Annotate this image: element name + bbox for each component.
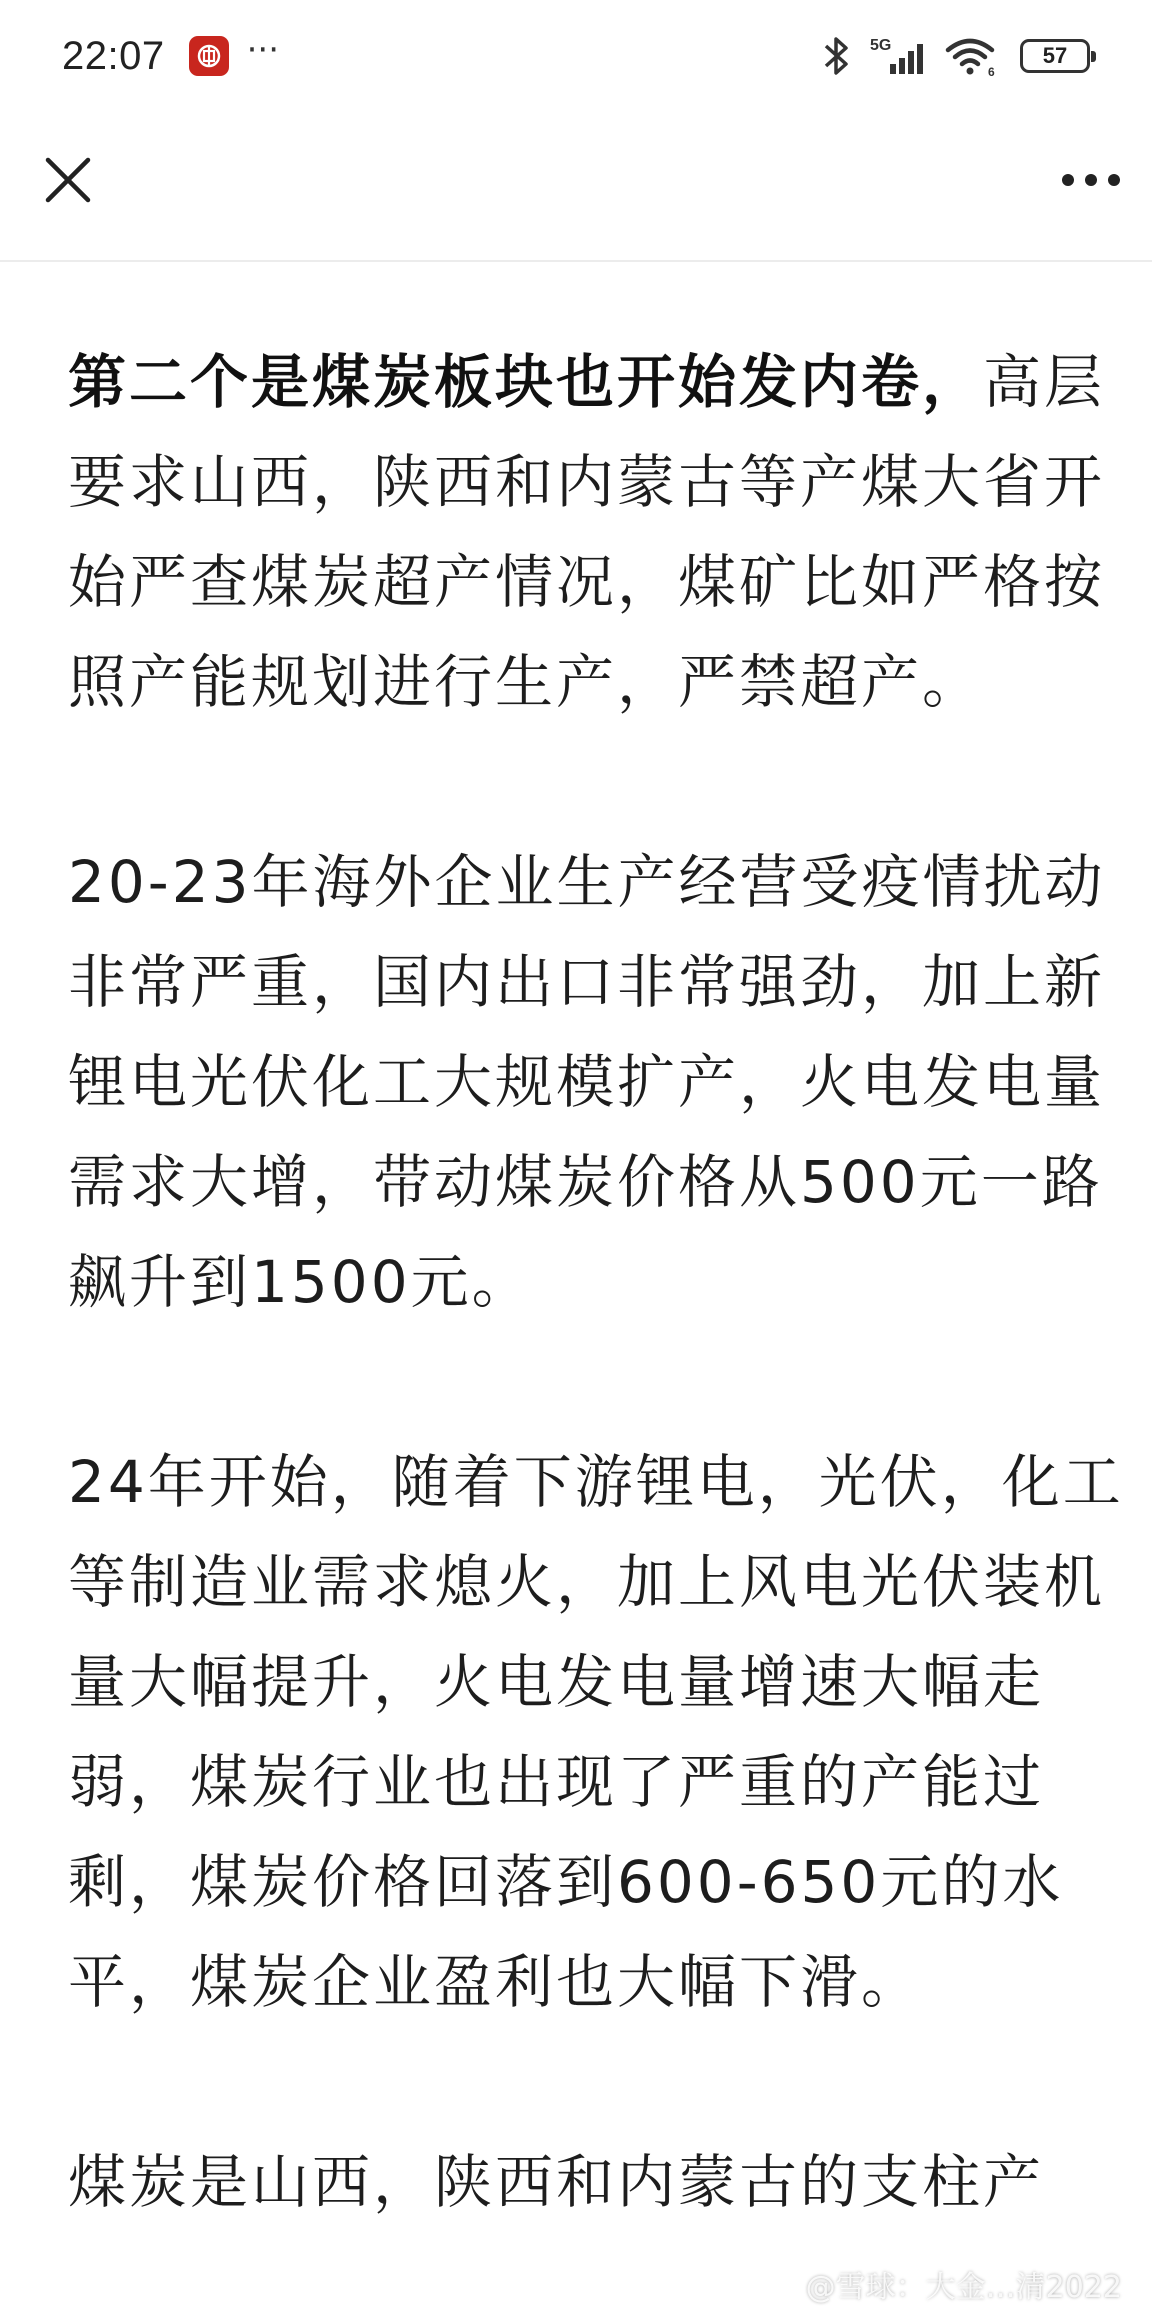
nav-bar — [0, 112, 1152, 262]
status-bar — [0, 0, 1152, 112]
status-more-dots: ··· — [246, 30, 280, 70]
article-paragraph-3: 24年开始，随着下游锂电，光伏，化工等制造业需求熄火，加上风电光伏装机量大幅提升，火电发电量增速大幅走弱，煤炭行业也出现了严重的产能过剩，煤炭价格回落到600-650元的水平，煤炭企业盈利也大幅下滑。 — [68, 1448, 1124, 2016]
status-time: 22:07 — [62, 33, 165, 78]
svg-text:6: 6 — [988, 65, 995, 78]
paragraph-1-bold-lead: 第二个是煤炭板块也开始发内卷， — [68, 348, 984, 416]
article-body — [68, 332, 1134, 2232]
more-horizontal-icon — [1060, 172, 1122, 192]
article-paragraph-2: 20-23年海外企业生产经营受疫情扰动非常严重，国内出口非常强劲，加上新锂电光伏化工大规模扩产，火电发电量需求大增，带动煤炭价格从500元一路飙升到1500元。 — [68, 848, 1106, 1316]
article-paragraph-4: 煤炭是山西，陕西和内蒙古的支柱产 — [68, 2148, 1045, 2216]
close-button[interactable] — [36, 150, 100, 214]
battery-icon — [1020, 39, 1090, 73]
cellular-signal-icon — [868, 34, 930, 78]
bluetooth-icon — [820, 34, 854, 78]
network-type-label: 5G — [870, 37, 892, 54]
app-notification-icon — [189, 36, 229, 76]
more-options-button[interactable] — [1046, 150, 1136, 214]
article-paragraph-1 — [68, 332, 1134, 732]
paragraph-1-text: 高层要求山西，陕西和内蒙古等产煤大省开始严查煤炭超产情况，煤矿比如严格按照产能规划进行生产，严禁超产。 — [68, 348, 1106, 716]
close-icon — [42, 154, 94, 210]
battery-level: 57 — [1042, 43, 1068, 68]
wifi-icon — [944, 34, 998, 78]
watermark: @雪球：大金…清2022 — [805, 2270, 1122, 2305]
status-icons — [820, 34, 1090, 78]
